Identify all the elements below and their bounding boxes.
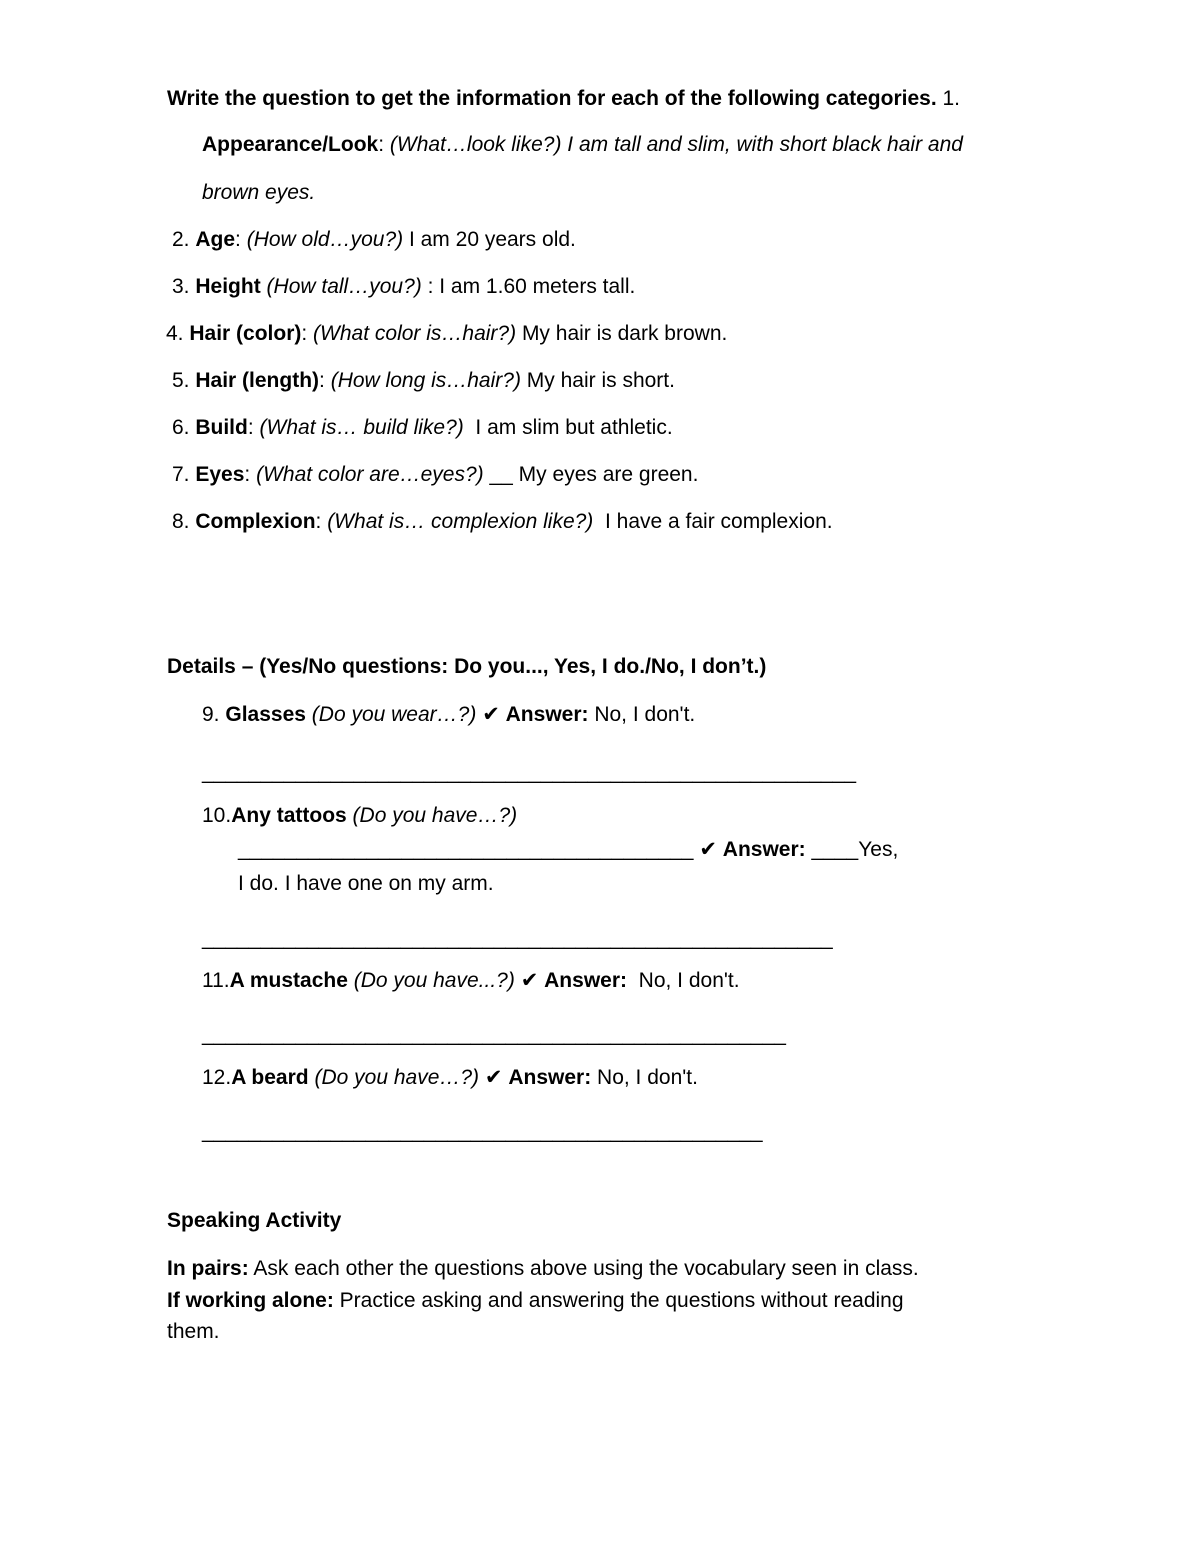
item-8-sep: :: [315, 510, 328, 533]
question-11: [202, 968, 740, 994]
item-3-number: 3.: [172, 275, 196, 298]
q10-question: (Do you have…?): [352, 804, 518, 827]
item-8-number: 8.: [172, 510, 196, 533]
item-3-question: (How tall…you?): [266, 275, 422, 298]
q10-answer: ____Yes,: [805, 838, 899, 861]
item-1-label: Appearance/Look: [202, 133, 379, 156]
q10-number: 10.: [202, 804, 232, 827]
item-8-question: (What is… complexion like?): [327, 510, 594, 533]
speaking-alone: [167, 1288, 904, 1314]
item-5-number: 5.: [172, 369, 196, 392]
item-1: [202, 132, 963, 158]
item-6-sep: :: [247, 416, 260, 439]
item-1-text: (What…look like?) I am tall and slim, with short black hair and: [389, 133, 963, 156]
item-7-number: 7.: [172, 463, 196, 486]
answer-line-12[interactable]: ________________________________________________: [202, 1120, 763, 1143]
q12-label: A beard: [231, 1066, 309, 1089]
q10-label: Any tattoos: [231, 804, 347, 827]
item-6: [172, 415, 673, 441]
item-8-answer: I have a fair complexion.: [593, 510, 833, 533]
q11-question: (Do you have...?): [353, 969, 515, 992]
q12-answer-label: Answer:: [508, 1066, 592, 1089]
q9-answer-label: Answer:: [505, 703, 589, 726]
intro-heading-line: [167, 86, 960, 112]
answer-line-10[interactable]: ______________________________________________________: [202, 927, 833, 950]
item-2-label: Age: [195, 228, 236, 251]
item-4-answer: My hair is dark brown.: [516, 322, 728, 345]
item-1-number: 1.: [942, 87, 961, 110]
item-1-sep: :: [378, 133, 390, 156]
q12-answer: No, I don't.: [591, 1066, 698, 1089]
item-5-sep: :: [319, 369, 331, 392]
item-2-answer: I am 20 years old.: [403, 228, 576, 251]
item-2-sep: :: [235, 228, 247, 251]
checkmark-icon: ✔: [520, 969, 539, 992]
item-7-question: (What color are…eyes?): [256, 463, 484, 486]
speaking-alone-cont: them.: [167, 1320, 220, 1343]
question-10-answer-row: [238, 837, 898, 863]
item-4-question: (What color is…hair?): [313, 322, 517, 345]
details-heading: Details – (Yes/No questions: Do you..., Yes, I do./No, I don’t.): [167, 655, 767, 678]
item-6-label: Build: [195, 416, 248, 439]
item-4-sep: :: [301, 322, 314, 345]
q9-answer: No, I don't.: [588, 703, 696, 726]
q11-label: A mustache: [229, 969, 348, 992]
pairs-text: Ask each other the questions above using the vocabulary seen in class.: [248, 1257, 919, 1280]
alone-text: Practice asking and answering the questions without reading: [333, 1289, 904, 1312]
item-1-text-cont: brown eyes.: [202, 181, 316, 204]
q9-label: Glasses: [225, 703, 306, 726]
item-6-question: (What is… build like?): [259, 416, 464, 439]
item-6-answer: I am slim but athletic.: [463, 416, 673, 439]
question-9: [202, 702, 695, 728]
item-5-answer: My hair is short.: [520, 369, 675, 392]
item-1-cont: [202, 180, 315, 206]
item-4: [166, 321, 727, 347]
q12-number: 12.: [202, 1066, 232, 1089]
q9-question: (Do you wear…?): [311, 703, 477, 726]
item-4-number: 4.: [166, 322, 190, 345]
question-10: [202, 803, 517, 829]
checkmark-icon: ✔: [699, 838, 717, 861]
item-2-question: (How old…you?): [246, 228, 404, 251]
item-6-number: 6.: [172, 416, 196, 439]
q11-number: 11.: [202, 969, 230, 992]
q10-answer-label: Answer:: [722, 838, 806, 861]
speaking-pairs: [167, 1256, 919, 1282]
q10-answer-cont: I do. I have one on my arm.: [238, 872, 494, 895]
item-3-label: Height: [195, 275, 261, 298]
intro-heading: Write the question to get the information for each of the following categories.: [167, 87, 937, 110]
question-12: [202, 1065, 698, 1091]
answer-line-10-pre[interactable]: _______________________________________: [238, 838, 694, 861]
q11-answer-label: Answer:: [544, 969, 627, 992]
item-8: [172, 509, 833, 535]
item-3: [172, 274, 635, 300]
item-7-sep: :: [244, 463, 257, 486]
q11-answer: No, I don't.: [627, 969, 740, 992]
item-5-label: Hair (length): [195, 369, 320, 392]
item-7: [172, 462, 698, 488]
speaking-heading: Speaking Activity: [167, 1209, 342, 1232]
q9-number: 9.: [202, 703, 226, 726]
answer-line-11[interactable]: __________________________________________________: [202, 1023, 786, 1046]
item-2: [172, 227, 576, 253]
item-7-answer: __ My eyes are green.: [483, 463, 699, 486]
item-7-label: Eyes: [195, 463, 245, 486]
item-3-answer: : I am 1.60 meters tall.: [421, 275, 636, 298]
item-2-number: 2.: [172, 228, 196, 251]
q12-question: (Do you have…?): [314, 1066, 480, 1089]
item-5: [172, 368, 675, 394]
item-5-question: (How long is…hair?): [330, 369, 521, 392]
pairs-label: In pairs:: [167, 1257, 249, 1280]
alone-label: If working alone:: [167, 1289, 334, 1312]
checkmark-icon: ✔: [482, 703, 500, 726]
checkmark-icon: ✔: [484, 1066, 503, 1089]
item-8-label: Complexion: [195, 510, 316, 533]
item-4-label: Hair (color): [189, 322, 302, 345]
answer-line-9[interactable]: ________________________________________________________: [202, 761, 857, 784]
